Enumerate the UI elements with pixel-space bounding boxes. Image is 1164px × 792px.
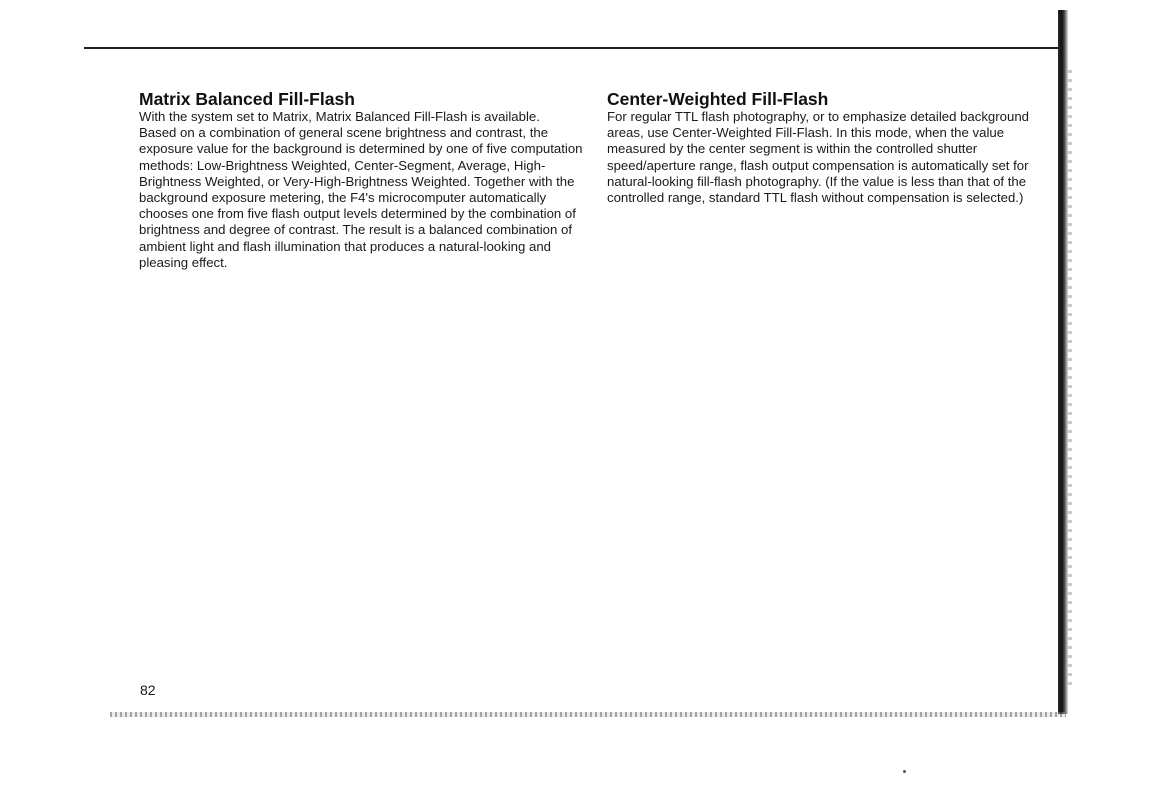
scan-speck: [903, 770, 906, 773]
section-paragraph: Based on a combination of general scene brightness and contrast, the exposure value for the background is determined by one of five computation methods: Low-Brightness Weighted, Center-Segment, Average, High-Brightness Weighted, or Very-High-Brightness Weighted. Together with the background exposure metering, the F4's microcomputer automatically chooses one from five flash output levels determined by the combination of brightness and degree of contrast. The result is a balanced combination of ambient light and flash illumination that produces a natural-looking and pleasing effect.: [139, 125, 583, 270]
page-bottom-edge: [110, 712, 1066, 717]
section-paragraph: With the system set to Matrix, Matrix Balanced Fill-Flash is available.: [139, 109, 540, 124]
section-heading: Center-Weighted Fill-Flash: [607, 89, 829, 109]
section-paragraph: For regular TTL flash photography, or to emphasize detailed background areas, use Center-Weighted Fill-Flash. In this mode, when the value measured by the center segment is within the controlled shutter speed/aperture range, flash output compensation is automatically set for natural-looking fill-flash photography. (If the value is less than that of the controlled range, standard TTL flash without compensation is selected.): [607, 109, 1029, 206]
page-binding-edge: [1058, 10, 1068, 714]
page-number: 82: [140, 682, 156, 698]
section-heading: Matrix Balanced Fill-Flash: [139, 89, 355, 109]
section-center-weighted-fill-flash: [607, 89, 1037, 206]
top-rule: [84, 47, 1058, 49]
section-matrix-balanced-fill-flash: [139, 89, 584, 271]
